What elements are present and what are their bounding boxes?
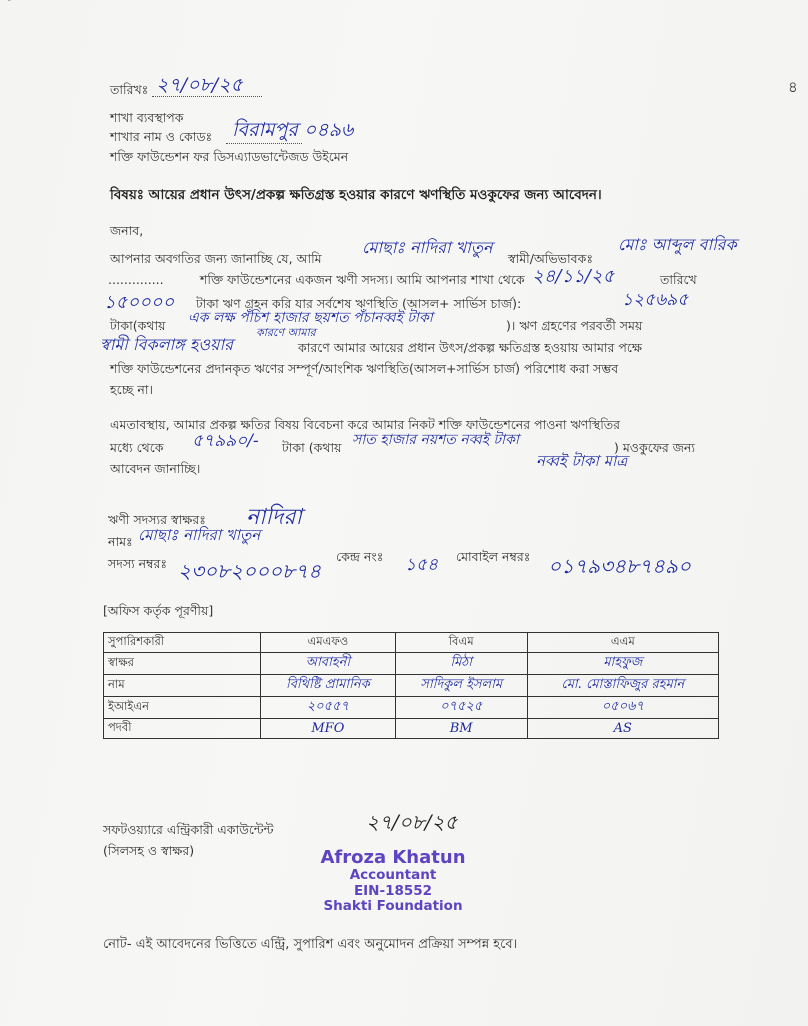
header-cell: বিএম [395, 633, 527, 653]
office-caption: [অফিস কর্তৃক পূরণীয়] [103, 603, 214, 618]
stamp-ein: EIN-18552 [353, 882, 433, 899]
mobile-no: ০১৭৯৩৪৮৭৪৯০ [548, 554, 691, 578]
org-line: শক্তি ফাউন্ডেশন ফর ডিসএ্যাডভান্টেজড উইমেন [110, 149, 349, 164]
member-name-label: নামঃ [108, 534, 133, 549]
row-label: স্বাক্ষর [104, 653, 261, 675]
para1-l4b: )। ঋণ গ্রহণের পরবর্তী সময় [506, 318, 643, 333]
table-row [104, 697, 719, 719]
para1-l1a: আপনার অবগতির জন্য জানাচ্ছি যে, আমি [110, 251, 322, 266]
para1-l2a: শক্তি ফাউন্ডেশনের একজন ঋণী সদস্য। আমি আপনার শাখা থেকে [200, 272, 525, 287]
table-row [104, 675, 719, 697]
stamp-title: Accountant [349, 867, 437, 883]
para2-l2a: মধ্যে থেকে [110, 440, 164, 455]
para1-l3a: টাকা ঋণ গ্রহন করি যার সর্বশেষ ঋণস্থিতি (আসল+ সার্ভিস চার্জ): [196, 296, 522, 311]
waive-in-words: সাত হাজার নয়শত নব্বই টাকা [352, 432, 519, 448]
loss-reason-2: কারণে আমার [256, 326, 316, 339]
salutation: জনাব, [110, 223, 144, 238]
footer-note: নোট- এই আবেদনের ভিত্তিতে এন্ট্রি, সুপারিশ এবং অনুমোদন প্রক্রিয়া সম্পন্ন হবে। [103, 937, 518, 952]
office-approval-table [103, 632, 719, 739]
date-label: তারিখঃ [110, 82, 149, 97]
branch-label: শাখার নাম ও কোডঃ [110, 129, 213, 144]
para1-l1b: স্বামী/অভিভাবকঃ [508, 251, 593, 266]
page-marker: ৪ [788, 78, 798, 96]
para1-l2b: তারিখে [660, 272, 697, 287]
table-cell: মিঠা [395, 653, 527, 675]
balance-in-words: এক লক্ষ পঁচিশ হাজার ছয়শত পঁচানব্বই টাকা [188, 310, 433, 326]
table-cell: আবাহনী [261, 653, 396, 675]
table-cell: ০৫০৬৭ [527, 697, 718, 719]
date-value: ২৭/০৮/২৫ [156, 74, 243, 96]
para2-l3: আবেদন জানাচ্ছি। [110, 461, 201, 476]
accountant-seal-label: (সিলসহ ও স্বাক্ষর) [103, 843, 195, 858]
member-signature-label: ঋণী সদস্যর স্বাক্ষরঃ [108, 512, 206, 527]
accountant-signature: ২৭/০৮/২৫ [366, 810, 458, 834]
para2-l1: এমতাবস্থায়, আমার প্রকল্প ক্ষতির বিষয় বিবেচনা করে আমার নিকট শক্তি ফাউন্ডেশনের পাওনা ঋণস্থিতির [110, 417, 621, 432]
member-name: মোছাঃ নাদিরা খাতুন [138, 526, 261, 544]
branch-value: বিরামপুর ০৪৯৬ [232, 119, 354, 141]
mobile-label: মোবাইল নম্বরঃ [456, 549, 531, 564]
table-cell: সাদিকুল ইসলাম [395, 675, 527, 697]
para1-l5a: কারণে আমার আয়ের প্রধান উৎস/প্রকল্প ক্ষতিগ্রস্ত হওয়ায় আমার পক্ষে [298, 340, 642, 355]
table-cell: BM [395, 719, 527, 739]
applicant-name: মোছাঃ নাদিরা খাতুন [362, 238, 493, 257]
para1-l7: হচ্ছে না। [110, 382, 153, 397]
member-no-label: সদস্য নম্বরঃ [108, 556, 168, 571]
row-label: ইআইএন [104, 697, 261, 719]
member-no: ২৩০৮২০০০৮৭৪ [178, 559, 321, 583]
row-label: পদবী [104, 719, 261, 739]
loan-balance: ১২৫৬৯৫ [622, 290, 689, 310]
recipient-title: শাখা ব্যবস্থাপক [110, 110, 184, 125]
table-cell: ২০৫৫৭ [261, 697, 396, 719]
stamp-name: Afroza Khatun [320, 847, 466, 868]
accountant-label: সফটওয়্যারে এন্ট্রিকারী একাউন্টেন্ট [103, 822, 274, 837]
table-header-row [104, 633, 719, 653]
table-cell: মাহফুজ [527, 653, 718, 675]
table-cell: মো. মোস্তাফিজুর রহমান [527, 675, 718, 697]
waive-amount: ৫৭৯৯০/- [192, 431, 259, 451]
table-row [104, 719, 719, 739]
loss-reason: স্বামী বিকলাঙ্গ হওয়ার [100, 335, 233, 354]
para1-l2dots: .............. [108, 272, 164, 287]
waive-in-words-2: নব্বই টাকা মাত্র [536, 452, 628, 470]
subject-line: বিষয়ঃ আয়ের প্রধান উৎস/প্রকল্প ক্ষতিগ্রস্ত হওয়ার কারণে ঋণস্থিতি মওকুফের জন্য আবেদন। [110, 187, 602, 203]
row-label: নাম [104, 675, 261, 697]
loan-date: ২৪/১১/২৫ [532, 266, 615, 287]
table-cell: বিথিষ্টি প্রামানিক [261, 675, 396, 697]
table-row [104, 653, 719, 675]
header-cell: এমএফও [261, 633, 396, 653]
member-signature: নাদিরা [246, 505, 302, 530]
loan-amount: ১৫০০০০ [104, 292, 175, 313]
table-cell: AS [527, 719, 718, 739]
table-cell: MFO [261, 719, 396, 739]
table-cell: ০৭৫২৫ [395, 697, 527, 719]
center-no: ১৫৪ [405, 555, 439, 575]
header-cell: এএম [527, 633, 718, 653]
center-label: কেন্দ্র নংঃ [336, 549, 384, 564]
para1-l4a: টাকা(কথায় [110, 318, 166, 333]
para1-l6: শক্তি ফাউন্ডেশনের প্রদানকৃত ঋণের সম্পূর্ণ/আংশিক ঋণস্থিতি(আসল+সার্ভিস চার্জ) পরিশোধ করা সম্ভব [110, 361, 619, 376]
corner-line [8, 0, 47, 1]
header-cell: সুপারিশকারী [104, 633, 261, 653]
stamp-org: Shakti Foundation [323, 898, 463, 914]
para2-l2b: টাকা (কথায় [282, 440, 342, 455]
para2-l2c: ) মওকুফের জন্য [614, 440, 696, 455]
accountant-stamp [308, 848, 478, 915]
guardian-name: মোঃ আব্দুল বারিক [618, 235, 737, 254]
